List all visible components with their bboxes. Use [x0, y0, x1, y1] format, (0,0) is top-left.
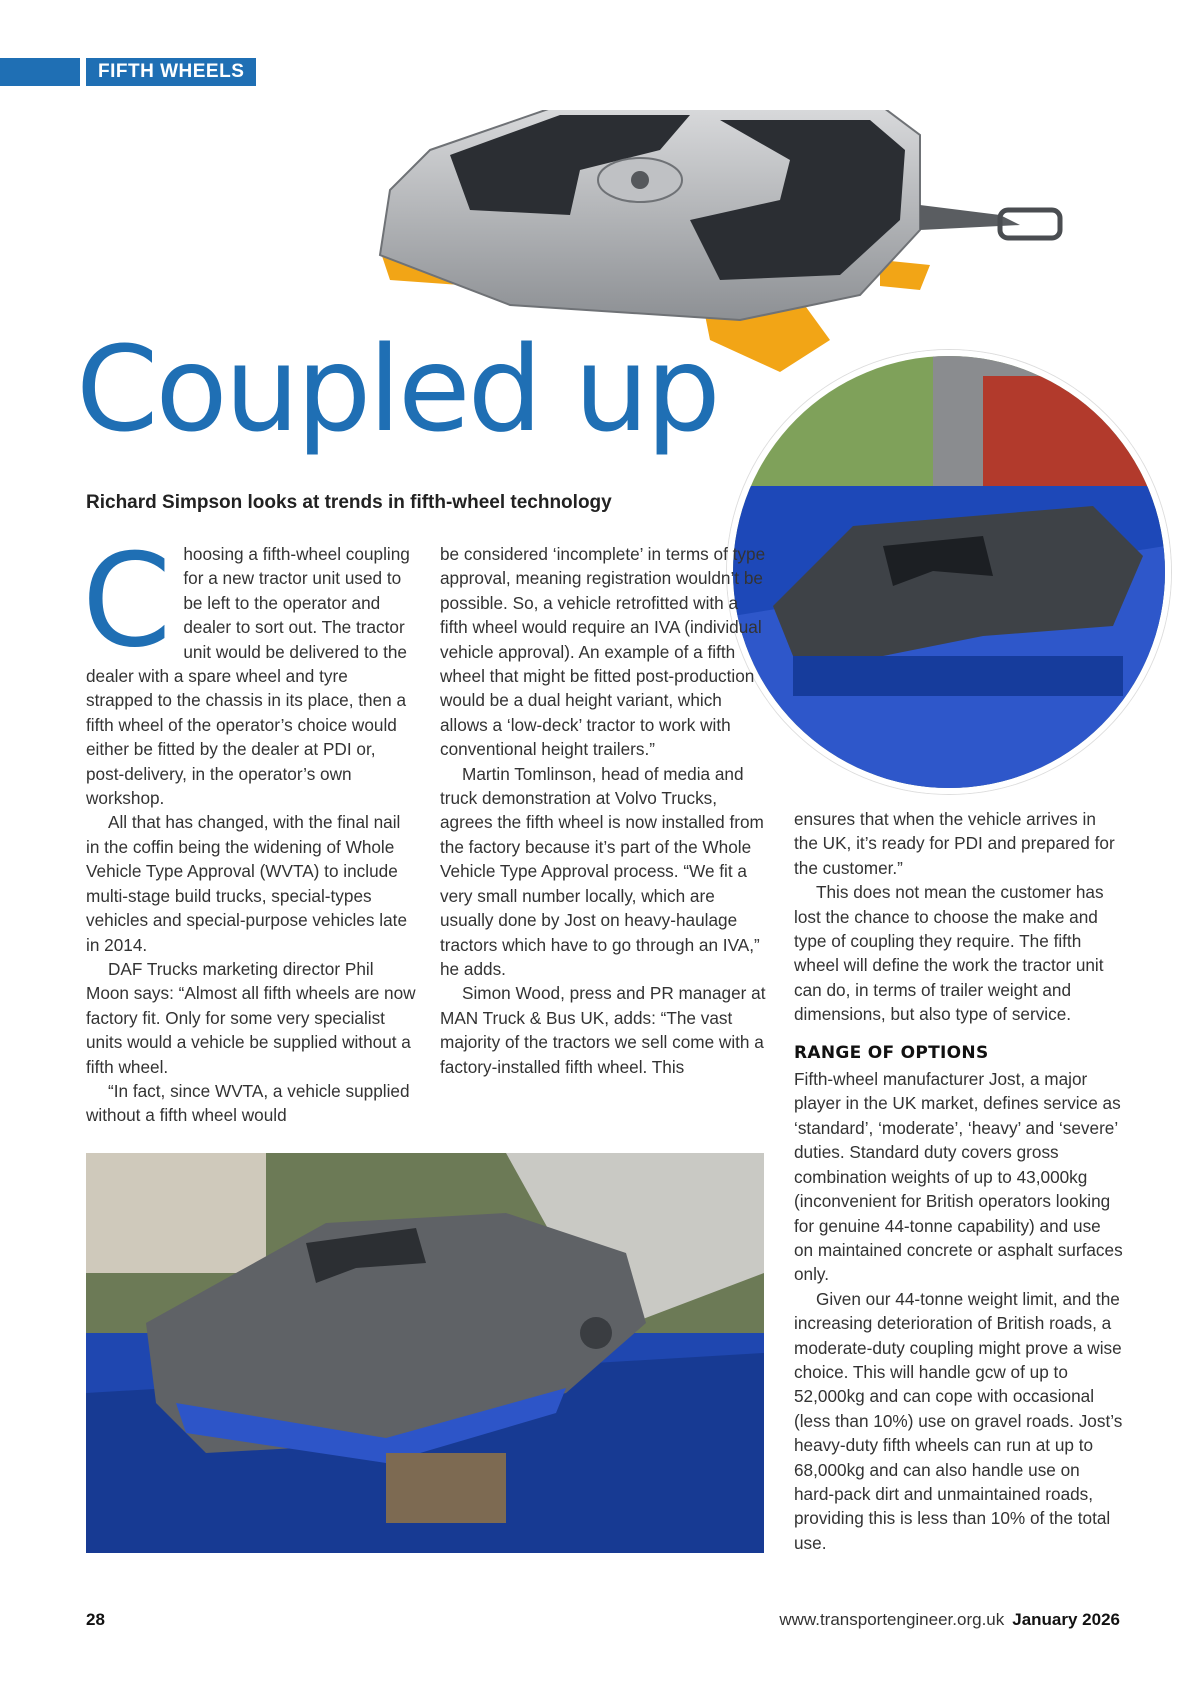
- paragraph: Simon Wood, press and PR manager at MAN Truck & Bus UK, adds: “The vast majority of the tractors we sell come with a factory-installed fifth wheel. This: [440, 983, 766, 1077]
- paragraph: be considered ‘incomplete’ in terms of type approval, meaning registration wouldn’t be possible. So, a vehicle retrofitted with a fifth wheel would require an IVA (individual vehicle approval). An example of a fifth wheel that might be fitted post-production would be a dual height variant, which allows a ‘low-deck’ tractor to work with conventional height trailers.”: [440, 544, 766, 760]
- subheading: RANGE OF OPTIONS: [794, 1042, 989, 1063]
- section-bar: [0, 58, 80, 86]
- drop-cap: C: [82, 527, 172, 676]
- paragraph: Martin Tomlinson, head of media and truck demonstration at Volvo Trucks, agrees the fifth wheel is now installed from the factory because it’s part of the Whole Vehicle Type Approval process. “We fit a very small number locally, which are usually done by Jost on heavy-haulage tractors which have to go through an IVA,” he adds.: [440, 763, 764, 979]
- paragraph: This does not mean the customer has lost the chance to choose the make and type of coupling they require. The fifth wheel will define the work the tractor unit can do, in terms of trailer weight and dimensions, but also type of service.: [794, 882, 1104, 1025]
- article-column-1: [82, 527, 418, 1128]
- issue-date: January 2026: [1012, 1610, 1120, 1629]
- paragraph: hoosing a fifth-wheel coupling for a new tractor unit used to be left to the operator and dealer to sort out. The tractor unit would be delivered to the dealer with a spare wheel and tyre strapped to the chassis in its place, then a fifth wheel of the operator’s choice would either be fitted by the dealer at PDI or, post-delivery, in the operator’s own workshop.: [86, 544, 410, 809]
- circle-photo-worn-fifth-wheel: [727, 350, 1171, 794]
- article-column-3: [794, 807, 1124, 1555]
- paragraph: DAF Trucks marketing director Phil Moon says: “Almost all fifth wheels are now factory fit. Only for some very specialist units would a vehicle be supplied without a fifth wheel.: [86, 958, 416, 1077]
- page-number: 28: [86, 1610, 105, 1629]
- section-tag: FIFTH WHEELS: [86, 58, 256, 86]
- article-title: Coupled up: [76, 320, 718, 458]
- article-column-2: [440, 542, 770, 1079]
- paragraph: Given our 44-tonne weight limit, and the increasing deterioration of British roads, a moderate-duty coupling might prove a wise choice. This will handle gcw of up to 52,000kg and can cope with occasional (less than 10%) use on gravel roads. Jost’s heavy-duty fifth wheels can run at up to 68,000kg and can also handle use on hard-pack dirt and unmaintained roads, providing this is less than 10% of the total use.: [794, 1288, 1123, 1553]
- paragraph: Fifth-wheel manufacturer Jost, a major player in the UK market, defines service as ‘standard’, ‘moderate’, ‘heavy’ and ‘severe’ duties. Standard duty covers gross combination weights of up to 43,000kg (inconvenient for British operators looking for genuine 44-tonne capability) and use on maintained concrete or asphalt surfaces only.: [794, 1069, 1123, 1285]
- photo-worn-fifth-wheel-closeup: [86, 1153, 764, 1553]
- paragraph: ensures that when the vehicle arrives in the UK, it’s ready for PDI and prepared for the customer.”: [794, 809, 1115, 878]
- paragraph: All that has changed, with the final nail in the coffin being the widening of Whole Vehicle Type Approval (WVTA) to include multi-stage build trucks, special-types vehicles and special-purpose vehicles late in 2014.: [86, 812, 408, 955]
- website-url: www.transportengineer.org.uk: [779, 1610, 1005, 1629]
- paragraph: “In fact, since WVTA, a vehicle supplied without a fifth wheel would: [86, 1080, 410, 1126]
- standfirst: Richard Simpson looks at trends in fifth-wheel technology: [86, 492, 612, 513]
- footer: [779, 1610, 1120, 1630]
